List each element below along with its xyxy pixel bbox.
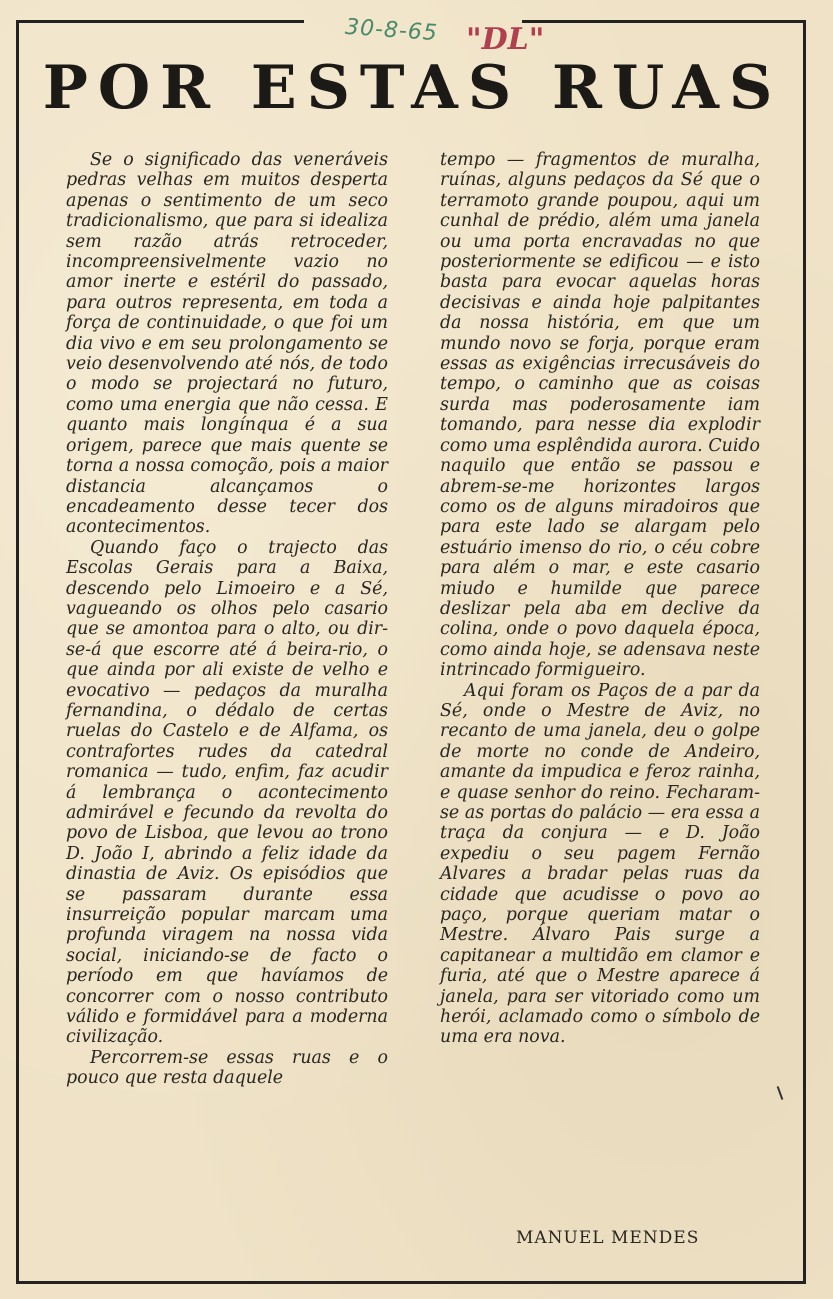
headline: POR ESTAS RUAS	[42, 53, 783, 123]
paragraph: tempo — fragmentos de muralha, ruínas, alguns pedaços da Sé que o terramoto grande poupou, aqui um cunhal de prédio, além uma janela ou uma porta encravadas no que posteriormente se edificou — e isto basta para evocar aquelas horas decisivas e ainda hoje palpitantes da nossa história, em que um mundo novo se forja, porque eram essas as exigências irrecusáveis do tempo, o caminho que as coisas surda mas poderosamente iam tomando, para nesse dia explodir como uma esplêndida aurora. Cuido naquilo que então se passou e abrem-se-me horizontes largos como os de alguns miradoiros que para este lado se alargam pelo estuário imenso do rio, o céu cobre para além o mar, e este casario miudo e humilde que parece deslizar pela aba em declive da colina, onde o povo daquela época, como ainda hoje, se adensava neste intrincado formigueiro.	[440, 150, 760, 681]
paragraph: Quando faço o trajecto das Escolas Gerais para a Baixa, descendo pelo Limoeiro e a Sé, vagueando os olhos pelo casario que se amontoa para o alto, ou dir-se-á que escorre até á beira-rio, o que ainda por ali existe de velho e evocativo — pedaços da muralha fernandina, o dédalo de certas ruelas do Castelo e de Alfama, os contrafortes rudes da catedral romanica — tudo, enfim, faz acudir á lembrança o acontecimento admirável e fecundo da revolta do povo de Lisboa, que levou ao trono D. João I, abrindo a feliz idade da dinastia de Aviz. Os episódios que se passaram durante essa insurreição popular marcam uma profunda viragem na nossa vida social, iniciando-se de facto o período em que havíamos de concorrer com o nosso contributo válido e formidável para a moderna civilização.	[66, 537, 388, 1048]
paragraph: Aqui foram os Paços de a par da Sé, onde o Mestre de Aviz, no recanto de uma janela, deu o golpe de morte no conde de Andeiro, amante da impudica e feroz rainha, e quase senhor do reino. Fecharam-se as portas do palácio — era essa a traça da conjura — e D. João expediu o seu pagem Fernão Alvares a bradar pelas ruas da cidade que acudisse o povo ao paço, porque queriam matar o Mestre. Álvaro Pais surge a capitanear a multidão em clamor e furia, até que o Mestre aparece á janela, para ser vitoriado como um herói, aclamado como o símbolo de uma era nova.	[440, 680, 760, 1048]
article-column-right	[440, 150, 760, 1048]
paragraph: Percorrem-se essas ruas e o pouco que resta daquele	[66, 1047, 388, 1089]
handwritten-date: 30-8-65	[344, 14, 439, 47]
handwritten-mark: "DL"	[466, 22, 545, 57]
author-signature: MANUEL MENDES	[516, 1228, 700, 1248]
article-column-left	[66, 150, 388, 1089]
paragraph: Se o significado das veneráveis pedras velhas em muitos desperta apenas o sentimento de um seco tradicionalismo, que para si idealiza sem razão atrás retroceder, incompreensivelmente vazio no amor inerte e estéril do passado, para outros representa, em toda a força de continuidade, o que foi um dia vivo e em seu prolongamento se veio desenvolvendo até nós, de todo o modo se projectará no futuro, como uma energia que não cessa. E quanto mais longínqua é a sua origem, parece que mais quente se torna a nossa comoção, pois a maior distancia alcançamos o encadeamento desse tecer dos acontecimentos.	[66, 150, 388, 538]
